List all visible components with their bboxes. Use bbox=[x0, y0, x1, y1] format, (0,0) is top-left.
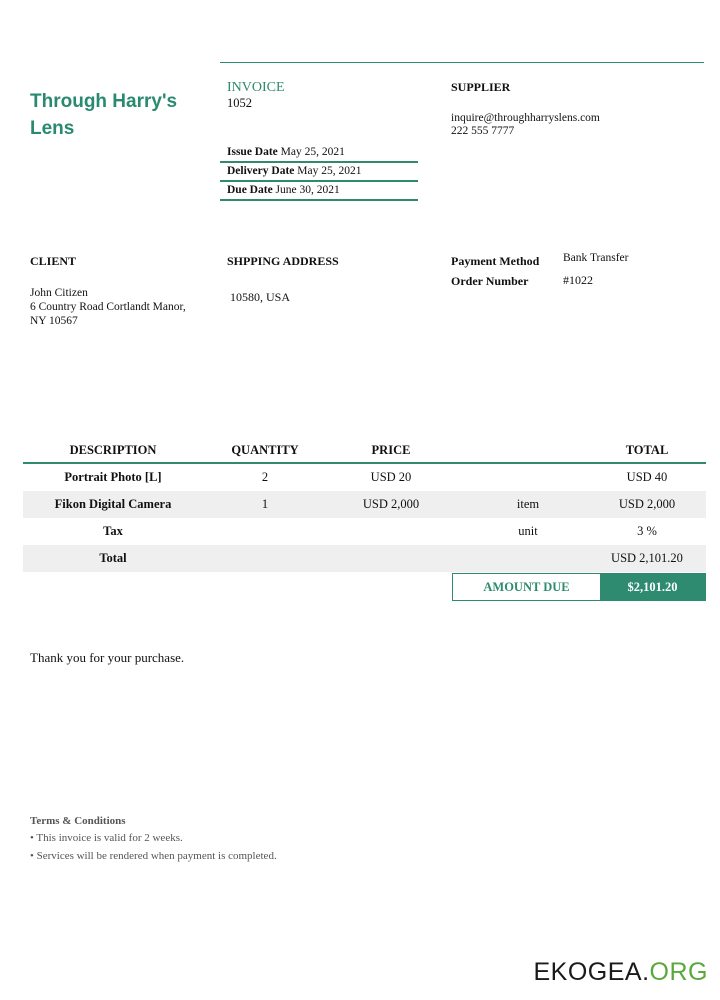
invoice-number: 1052 bbox=[227, 96, 252, 110]
row-price: USD 20 bbox=[370, 470, 412, 484]
amount-due-value: $2,101.20 bbox=[600, 574, 705, 600]
row-unit: item bbox=[516, 497, 540, 511]
table-row bbox=[23, 545, 706, 572]
terms-item: • Services will be rendered when payment is completed. bbox=[30, 850, 277, 862]
invoice-dates bbox=[220, 144, 418, 201]
table-row bbox=[23, 464, 706, 491]
delivery-date-value: May 25, 2021 bbox=[297, 165, 362, 177]
header-description: DESCRIPTION bbox=[69, 443, 157, 457]
client-heading: CLIENT bbox=[30, 254, 77, 268]
row-unit: unit bbox=[518, 524, 538, 538]
due-date-row bbox=[220, 182, 418, 201]
row-description: Portrait Photo [L] bbox=[64, 470, 162, 484]
row-total: USD 40 bbox=[626, 470, 668, 484]
row-price: USD 2,000 bbox=[362, 497, 420, 511]
table-row bbox=[23, 518, 706, 545]
payment-method-label: Payment Method bbox=[451, 254, 540, 268]
due-date-value: June 30, 2021 bbox=[275, 184, 340, 196]
table-header bbox=[23, 438, 706, 464]
row-description: Tax bbox=[103, 524, 123, 538]
row-total: USD 2,101.20 bbox=[611, 551, 683, 565]
supplier-phone: 222 555 7777 bbox=[451, 125, 515, 137]
header-total: TOTAL bbox=[625, 443, 669, 457]
row-description: Total bbox=[99, 551, 127, 565]
row-total: 3 % bbox=[637, 524, 657, 538]
table-row bbox=[23, 491, 706, 518]
thank-you-note: Thank you for your purchase. bbox=[30, 650, 185, 665]
delivery-date-label: Delivery Date bbox=[227, 165, 295, 177]
row-quantity: 1 bbox=[261, 497, 269, 511]
delivery-date-row bbox=[220, 163, 418, 182]
client-address-line2: NY 10567 bbox=[30, 315, 78, 327]
amount-due-label: AMOUNT DUE bbox=[483, 580, 570, 594]
header-price: PRICE bbox=[371, 443, 411, 457]
header-divider bbox=[220, 62, 704, 63]
invoice-label: INVOICE bbox=[227, 80, 285, 95]
due-date-label: Due Date bbox=[227, 184, 273, 196]
issue-date-row bbox=[220, 144, 418, 163]
supplier-email: inquire@throughharryslens.com bbox=[451, 112, 600, 124]
shipping-address: 10580, USA bbox=[230, 290, 291, 304]
order-number-value: #1022 bbox=[563, 273, 593, 287]
watermark-text: EKOGEA. bbox=[533, 958, 650, 986]
line-items-table bbox=[23, 438, 706, 572]
row-quantity: 2 bbox=[261, 470, 269, 484]
issue-date-value: May 25, 2021 bbox=[280, 146, 345, 158]
order-number-label: Order Number bbox=[451, 274, 529, 288]
header-quantity: QUANTITY bbox=[231, 443, 299, 457]
watermark-logo bbox=[534, 958, 709, 987]
issue-date-label: Issue Date bbox=[227, 146, 278, 158]
amount-due-box bbox=[452, 573, 706, 601]
client-details bbox=[30, 286, 215, 328]
watermark-suffix: ORG bbox=[649, 958, 708, 986]
client-name: John Citizen bbox=[30, 287, 88, 299]
shipping-heading: SHPPING ADDRESS bbox=[227, 254, 339, 268]
row-total: USD 2,000 bbox=[618, 497, 676, 511]
row-description: Fikon Digital Camera bbox=[54, 497, 172, 511]
payment-method-value: Bank Transfer bbox=[563, 252, 629, 264]
company-name: Through Harry's Lens bbox=[30, 91, 178, 139]
client-address-line1: 6 Country Road Cortlandt Manor, bbox=[30, 301, 186, 313]
terms-heading: Terms & Conditions bbox=[30, 815, 126, 827]
supplier-heading: SUPPLIER bbox=[451, 80, 511, 94]
terms-item: • This invoice is valid for 2 weeks. bbox=[30, 832, 183, 844]
